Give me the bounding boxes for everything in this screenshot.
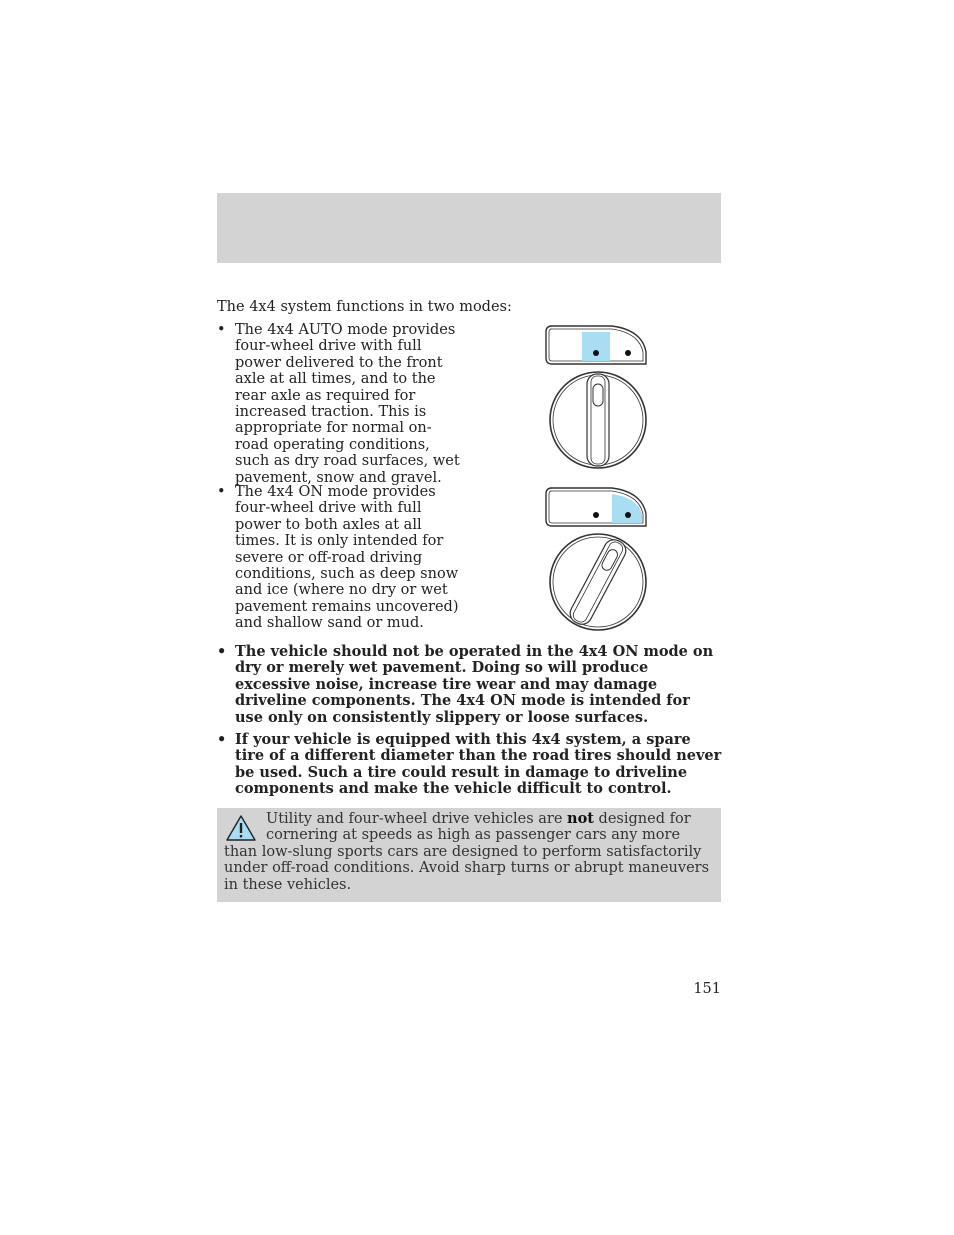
warning-text bbox=[224, 811, 714, 893]
bullet-text: The 4x4 AUTO mode provides four-wheel drive with full power delivered to the front axle at all times, and to the rear axle as required for increased traction. This is appropriate for normal on-road operating conditions, such as dry road surfaces, wet pavement, snow and gravel. bbox=[235, 322, 460, 486]
page-number: 151 bbox=[693, 981, 721, 997]
bullet-marker: • bbox=[217, 731, 227, 748]
bullet-text: The vehicle should not be operated in the 4x4 ON mode on dry or merely wet pavement. Doing so will produce excessive noise, increase tire wear and may damage driveline components. The 4x4 ON mode is intended for use only on consistently slippery or loose surfaces. bbox=[235, 643, 714, 726]
bullet-marker: • bbox=[217, 643, 227, 660]
4x4-on-selector-knob-icon bbox=[540, 484, 652, 634]
bullet-text: The 4x4 ON mode provides four-wheel drive with full power to both axles at all times. It is only intended for severe or off-road driving conditions, such as deep snow and ice (where no dry or wet pavement remains uncovered) and shallow sand or mud. bbox=[235, 484, 459, 632]
warning-emphasis: not bbox=[567, 810, 594, 827]
intro-text: The 4x4 system functions in two modes: bbox=[217, 299, 512, 315]
bullet-warning-pavement bbox=[217, 644, 722, 726]
warning-box bbox=[217, 808, 721, 902]
bullet-marker: • bbox=[217, 322, 226, 338]
4x4-auto-selector-knob-icon bbox=[540, 322, 652, 472]
bullet-text: If your vehicle is equipped with this 4x4 system, a spare tire of a different diameter than the road tires should never be used. Such a tire could result in damage to driveline components and make the vehicle difficult to control. bbox=[235, 731, 722, 798]
warning-text-before: Utility and four-wheel drive vehicles are bbox=[266, 811, 568, 827]
warning-text-after: designed for cornering at speeds as high as passenger cars any more than low-slung sports cars are designed to perform satisfactorily under off-road conditions. Avoid sharp turns or abrupt maneuvers in these vehicles. bbox=[224, 811, 710, 893]
header-band bbox=[217, 193, 721, 263]
bullet-4x4-auto bbox=[217, 322, 462, 486]
bullet-4x4-on bbox=[217, 484, 462, 632]
bullet-marker: • bbox=[217, 484, 226, 500]
bullet-warning-spare-tire bbox=[217, 732, 722, 798]
